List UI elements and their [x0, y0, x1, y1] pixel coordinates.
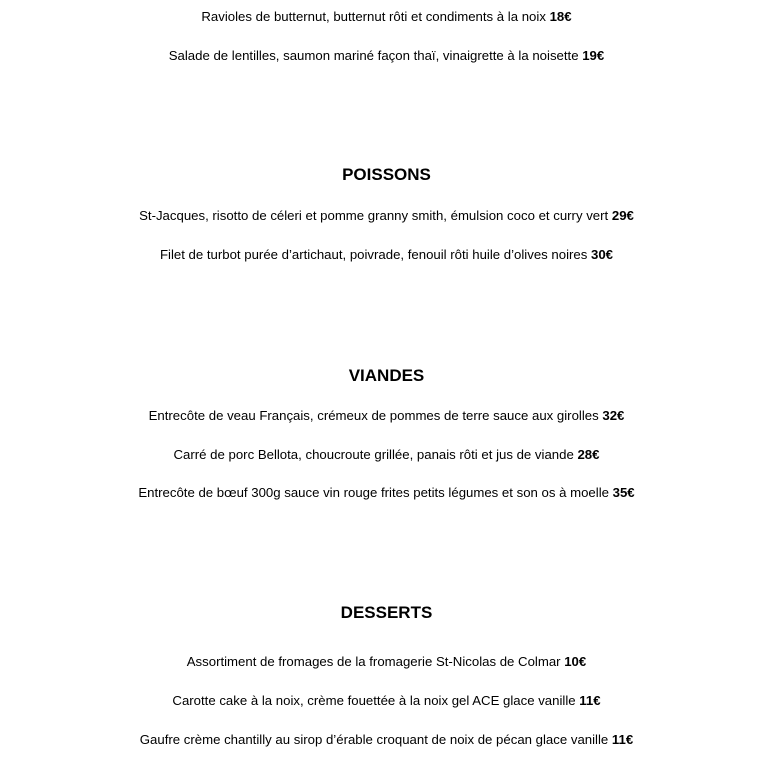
- dish-description: Filet de turbot purée d’artichaut, poivrade, fenouil rôti huile d’olives noires: [159, 247, 588, 262]
- section-heading-viandes: VIANDES: [348, 366, 425, 385]
- dish-price: 10€: [564, 654, 587, 669]
- dish-description: St-Jacques, risotto de céleri et pomme granny smith, émulsion coco et curry vert: [139, 208, 609, 223]
- menu-item: [0, 407, 773, 425]
- dish-price: 32€: [602, 408, 625, 423]
- menu-item: [0, 246, 773, 264]
- dish-description: Ravioles de butternut, butternut rôti et condiments à la noix: [201, 9, 546, 24]
- dish-price: 30€: [591, 247, 614, 262]
- section-heading-desserts: DESSERTS: [340, 603, 433, 622]
- dish-price: 35€: [612, 485, 635, 500]
- dish-price: 11€: [579, 693, 601, 708]
- menu-item: [0, 446, 773, 464]
- dish-price: 18€: [549, 9, 572, 24]
- menu-item: [0, 484, 773, 502]
- dish-description: Carré de porc Bellota, choucroute grillée, panais rôti et jus de viande: [173, 447, 574, 462]
- dish-description: Entrecôte de veau Français, crémeux de pommes de terre sauce aux girolles: [148, 408, 599, 423]
- dish-price: 28€: [577, 447, 600, 462]
- menu-item: [0, 207, 773, 225]
- dish-price: 29€: [611, 208, 634, 223]
- menu-item: [0, 653, 773, 671]
- dish-description: Carotte cake à la noix, crème fouettée à la noix gel ACE glace vanille: [172, 693, 576, 708]
- menu-item: [0, 8, 773, 26]
- dish-description: Assortiment de fromages de la fromagerie St-Nicolas de Colmar: [186, 654, 561, 669]
- dish-price: 19€: [582, 48, 605, 63]
- menu-item: [0, 47, 773, 65]
- dish-description: Salade de lentilles, saumon mariné façon thaï, vinaigrette à la noisette: [168, 48, 579, 63]
- menu-item: [0, 692, 773, 710]
- menu-item: [0, 731, 773, 749]
- dish-description: Gaufre crème chantilly au sirop d’érable croquant de noix de pécan glace vanille: [139, 732, 609, 747]
- dish-description: Entrecôte de bœuf 300g sauce vin rouge frites petits légumes et son os à moelle: [138, 485, 609, 500]
- dish-price: 11€: [611, 732, 634, 747]
- section-heading-poissons: POISSONS: [342, 165, 431, 184]
